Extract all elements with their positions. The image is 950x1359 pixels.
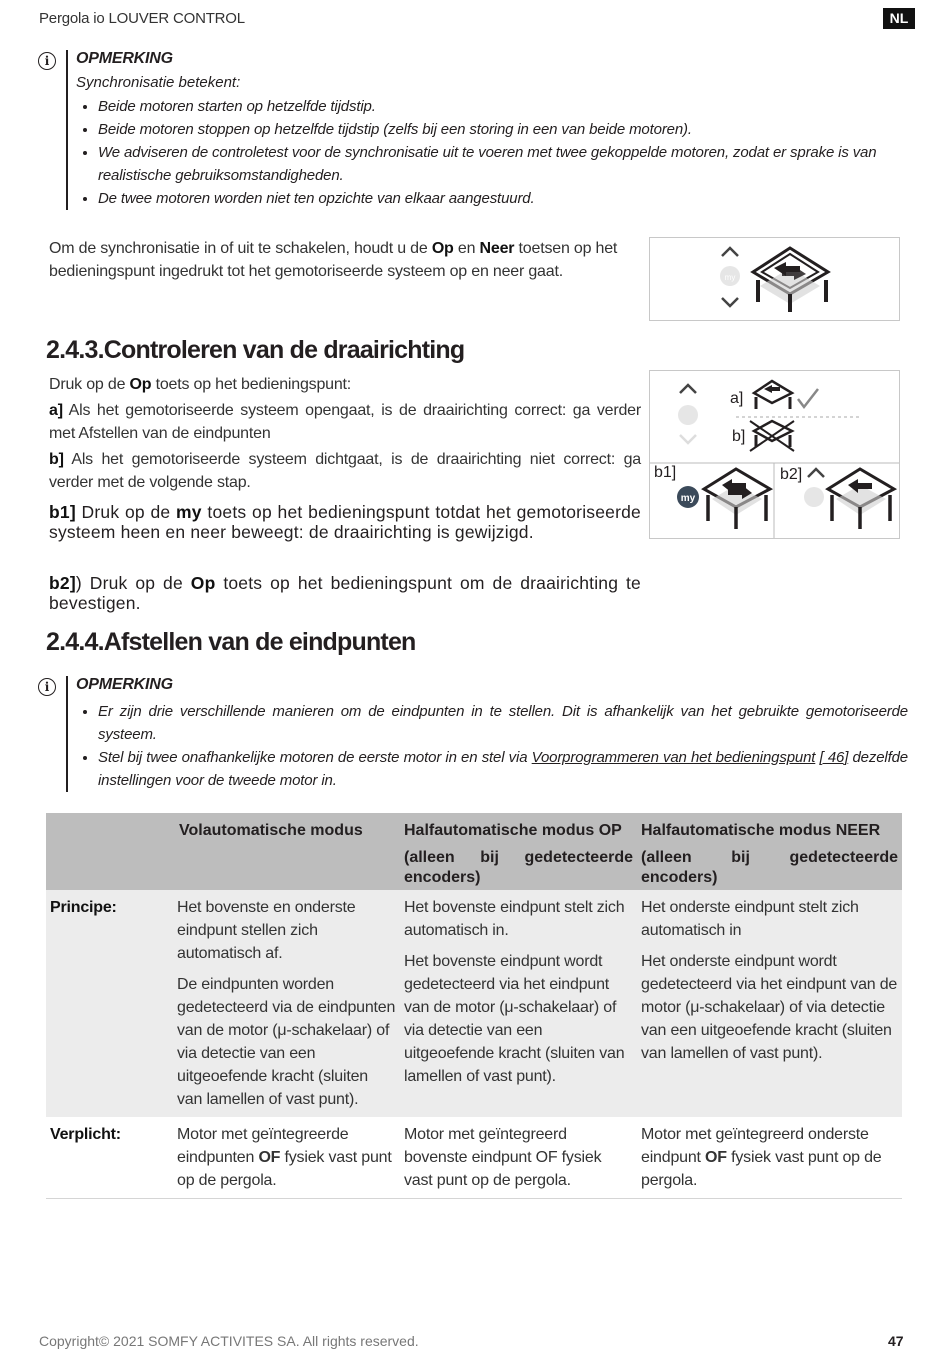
direction-check-illustration: [650, 371, 899, 538]
header-sublabel: (alleen bij gedetecteerde encoders): [641, 849, 898, 886]
note-subtitle: Synchronisatie betekent:: [76, 74, 241, 91]
text: Druk op de: [75, 502, 177, 522]
my-button-label: my: [724, 273, 736, 282]
table-cell: [637, 890, 902, 1117]
step-b2: [49, 573, 641, 613]
pergola-closed-icon: [750, 421, 794, 451]
language-badge: NL: [883, 8, 915, 29]
section-heading-2-4-3: 2.4.3.Controleren van de draairichting: [46, 336, 465, 364]
sync-paragraph: [49, 237, 643, 283]
cell-text: Motor met geïntegreerde eindpunten: [177, 1126, 349, 1166]
figure-label-b2: b2]: [780, 466, 803, 483]
chevron-up-icon: [722, 248, 738, 256]
figure-label-b: b]: [732, 428, 746, 445]
section-intro: [49, 373, 643, 396]
text: Druk op de: [49, 376, 130, 393]
note-bullet-list: [76, 95, 908, 210]
list-item: • We adviseren de controletest voor de synchronisatie uit te voeren met twee gekoppelde motoren, zodat er sprake is van realistische gebruiksomstandigheden.: [98, 141, 908, 187]
cell-text: Het bovenste en onderste eindpunt stellen zich automatisch af.: [177, 899, 356, 962]
text: toets op het bedieningspunt totdat het gemotoriseerde systeem heen en neer beweegt: de draairichting is gewijzigd.: [49, 502, 641, 542]
list-item: • De twee motoren worden niet ten opzichte van elkaar aangestuurd.: [98, 187, 908, 210]
key-up-label: Op: [431, 240, 454, 257]
step-label: b1]: [49, 502, 76, 522]
header-label: Volautomatische modus: [179, 822, 363, 839]
figure-label-b1: b1]: [654, 464, 677, 481]
pergola-icon: [704, 469, 770, 529]
key-down-label: Neer: [479, 240, 515, 257]
footer-copyright: Copyright© 2021 SOMFY ACTIVITES SA. All rights reserved.: [39, 1333, 419, 1349]
note-title: OPMERKING: [76, 676, 173, 693]
list-item: • Beide motoren starten op hetzelfde tijdstip.: [98, 95, 908, 118]
key-up-label: Op: [129, 376, 152, 393]
step-label: b]: [49, 451, 64, 468]
key-my-label: my: [176, 502, 202, 522]
header-title: Pergola io LOUVER CONTROL: [39, 10, 245, 27]
chevron-up-icon: [680, 385, 696, 393]
table-header-empty: [46, 813, 173, 890]
cell-text: De eindpunten worden gedetecteerd via de eindpunten van de motor (μ-schakelaar) of via detectie van een uitgeoefende kracht (sluiten van lamellen of vast punt).: [177, 976, 396, 1108]
endpoint-modes-table: [46, 813, 902, 1199]
note-title: OPMERKING: [76, 50, 173, 67]
direction-figure: [649, 370, 900, 539]
list-item: [98, 746, 908, 792]
cell-text: Het onderste eindpunt stelt zich automatisch in: [641, 899, 859, 939]
note-synchronisation: [44, 50, 908, 210]
text: Als het gemotoriseerde systeem dichtgaat, is de draairichting niet correct: ga verder met de volgende stap.: [49, 451, 641, 491]
checkmark-icon: [798, 389, 818, 407]
page-number: 47: [888, 1333, 904, 1349]
text: toets op het bedieningspunt:: [151, 376, 352, 393]
cell-text: Het bovenste eindpunt stelt zich automatisch in.: [404, 899, 625, 939]
cell-text: Motor met geïntegreerd onderste eindpunt: [641, 1126, 869, 1166]
cell-text-bold: OF: [258, 1149, 281, 1166]
info-icon: i: [38, 678, 56, 696]
table-cell: [173, 1117, 400, 1199]
cell-text: Het onderste eindpunt wordt gedetecteerd via het eindpunt van de motor (μ-schakelaar) of via detectie van een uitgeoefende kracht (sluiten van lamellen of vast punt).: [641, 953, 898, 1062]
header-label: Halfautomatische modus NEER: [641, 822, 881, 839]
text: dezelfde instellingen voor de tweede motor in.: [98, 749, 908, 789]
my-button-label: my: [680, 493, 696, 504]
chevron-down-icon: [722, 298, 738, 306]
key-up-label: Op: [190, 573, 216, 593]
note-endpoints: [44, 676, 908, 792]
pergola-open-icon: [754, 381, 792, 409]
page-reference-link[interactable]: [ 46]: [819, 749, 849, 766]
step-label: a]: [49, 402, 63, 419]
table-header-full-auto: [173, 813, 400, 890]
cell-text-bold: OF: [705, 1149, 727, 1166]
table-header-semi-auto-up: [400, 813, 637, 890]
row-label: Principe:: [46, 890, 173, 1117]
list-item: • Beide motoren stoppen op hetzelfde tijdstip (zelfs bij een storing in een van beide motoren).: [98, 118, 908, 141]
chevron-up-icon: [808, 469, 824, 477]
cell-text: fysiek vast punt op de pergola.: [177, 1149, 392, 1189]
text: toetsen op het bedieningspunt ingedrukt tot het gemotoriseerde systeem op en neer gaat.: [49, 240, 618, 280]
chevron-down-icon: [680, 435, 696, 443]
table-row: [46, 890, 902, 1117]
step-b1: [49, 502, 641, 542]
pergola-icon: [753, 248, 828, 312]
figure-label-a: a]: [730, 390, 744, 407]
text: Om de synchronisatie in of uit te schakelen, houdt u de: [49, 240, 432, 257]
table-cell: [637, 1117, 902, 1199]
step-a: [49, 399, 641, 445]
table-cell: [173, 890, 400, 1117]
list-item: • Er zijn drie verschillende manieren om de eindpunten in te stellen. Dit is afhankelijk van het gebruikte gemotoriseerde systeem.: [98, 700, 908, 746]
section-heading-2-4-4: 2.4.4.Afstellen van de eindpunten: [46, 628, 416, 656]
table-row: [46, 1117, 902, 1199]
step-label: b2]: [49, 573, 76, 593]
text: en: [453, 240, 480, 257]
my-button-icon: [804, 487, 824, 507]
note-bullet-list: [76, 700, 908, 792]
my-button-icon: [678, 405, 698, 425]
cross-reference-link[interactable]: Voorprogrammeren van het bedieningspunt: [531, 749, 816, 766]
info-icon: i: [38, 52, 56, 70]
step-b: [49, 448, 641, 494]
table-cell: Motor met geïntegreerd bovenste eindpunt OF fysiek vast punt op de pergola.: [400, 1117, 637, 1199]
pergola-sync-illustration: [650, 238, 899, 320]
text: Als het gemotoriseerde systeem opengaat, is de draairichting correct: ga verder met Afstellen van de eindpunten: [49, 402, 641, 442]
header-sublabel: (alleen bij gedetecteerde encoders): [404, 849, 633, 886]
text: toets op het bedieningspunt om de draairichting te bevestigen.: [49, 573, 641, 613]
table-header-semi-auto-down: [637, 813, 902, 890]
text: ) Druk op de: [75, 573, 191, 593]
header-label: Halfautomatische modus OP: [404, 822, 622, 839]
table-cell: [400, 890, 637, 1117]
cell-text: Het bovenste eindpunt wordt gedetecteerd via het eindpunt van de motor (μ-schakelaar) of via detectie van een uitgeoefende kracht (sluiten van lamellen of vast punt).: [404, 953, 625, 1085]
table-header-row: [46, 813, 902, 890]
row-label: Verplicht:: [46, 1117, 173, 1199]
sync-figure: [649, 237, 900, 321]
text: Stel bij twee onafhankelijke motoren de eerste motor in en stel via: [98, 749, 532, 766]
cell-text: fysiek vast punt op de pergola.: [641, 1149, 882, 1189]
pergola-icon: [828, 469, 894, 529]
